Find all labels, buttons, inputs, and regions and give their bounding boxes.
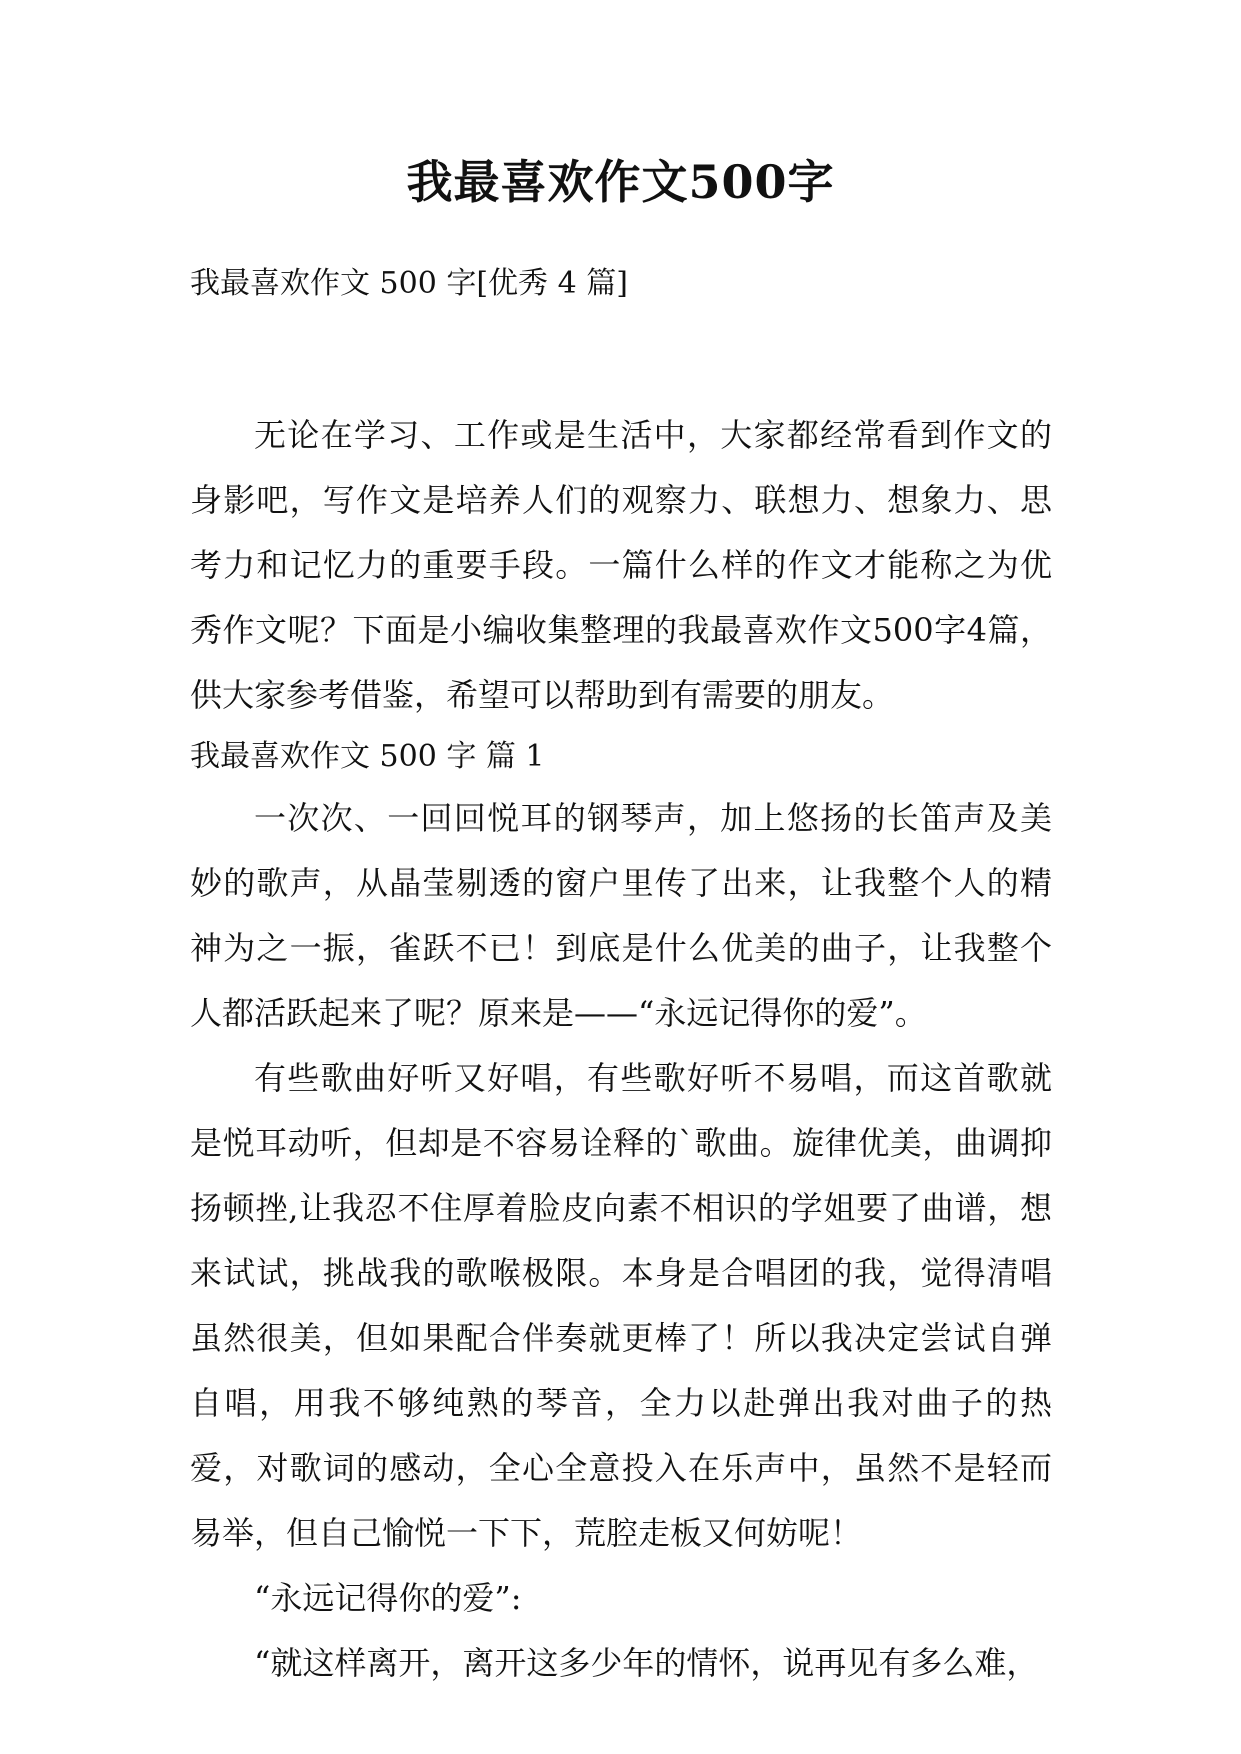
section-heading: 我最喜欢作文 500 字 篇 1 bbox=[190, 739, 545, 774]
lyrics-line: “就这样离开，离开这多少年的情怀，说再见有多么难， bbox=[254, 1644, 1039, 1682]
document-subtitle: 我最喜欢作文 500 字[优秀 4 篇] bbox=[190, 266, 628, 301]
body-paragraph: 一次次、一回回悦耳的钢琴声，加上悠扬的长笛声及美妙的歌声，从晶莹剔透的窗户里传了出来，让我整个人的精神为之一振，雀跃不已！到底是什么优美的曲子，让我整个人都活跃起来了呢？原来是——“永远记得你的爱”。 bbox=[190, 799, 1052, 1032]
document-title: 我最喜欢作文500字 bbox=[406, 155, 835, 209]
body-paragraph: 有些歌曲好听又好唱，有些歌好听不易唱，而这首歌就是悦耳动听，但却是不容易诠释的`歌曲。旋律优美，曲调抑扬顿挫,让我忍不住厚着脸皮向素不相识的学姐要了曲谱，想来试试，挑战我的歌喉极限。本身是合唱团的我，觉得清唱虽然很美，但如果配合伴奏就更棒了！所以我决定尝试自弹自唱，用我不够纯熟的琴音，全力以赴弹出我对曲子的热爱，对歌词的感动，全心全意投入在乐声中，虽然不是轻而易举，但自己愉悦一下下，荒腔走板又何妨呢！ bbox=[190, 1059, 1052, 1552]
song-title-line: “永远记得你的爱”: bbox=[254, 1579, 522, 1617]
intro-paragraph: 无论在学习、工作或是生活中，大家都经常看到作文的身影吧，写作文是培养人们的观察力、联想力、想象力、思考力和记忆力的重要手段。一篇什么样的作文才能称之为优秀作文呢？下面是小编收集整理的我最喜欢作文500字4篇，供大家参考借鉴，希望可以帮助到有需要的朋友。 bbox=[190, 416, 1052, 714]
document-body bbox=[190, 403, 1052, 1696]
